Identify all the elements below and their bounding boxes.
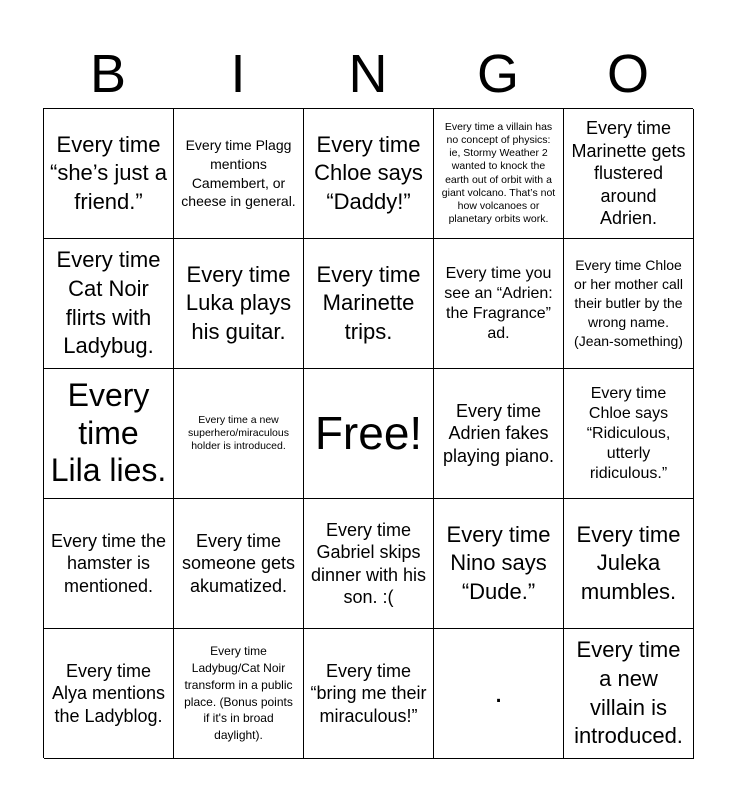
header-letter-b: B: [89, 44, 127, 104]
bingo-cell[interactable]: Every time Chloe or her mother call their butler by the wrong name. (Jean-something): [564, 239, 694, 369]
bingo-cell[interactable]: Every time Marinette trips.: [304, 239, 434, 369]
bingo-cell[interactable]: Every time a new villain is introduced.: [564, 629, 694, 759]
bingo-cell[interactable]: Every time Luka plays his guitar.: [174, 239, 304, 369]
bingo-cell[interactable]: Every time the hamster is mentioned.: [44, 499, 174, 629]
bingo-cell[interactable]: Every time Juleka mumbles.: [564, 499, 694, 629]
bingo-cell[interactable]: Every time Cat Noir flirts with Ladybug.: [44, 239, 174, 369]
bingo-header: [43, 40, 693, 108]
bingo-cell[interactable]: Every time “she’s just a friend.”: [44, 109, 174, 239]
bingo-cell[interactable]: Every time Ladybug/Cat Noir transform in a public place. (Bonus points if it's in broad daylight).: [174, 629, 304, 759]
bingo-cell[interactable]: Every time a new superhero/miraculous holder is introduced.: [174, 369, 304, 499]
bingo-cell[interactable]: Every time Lila lies.: [44, 369, 174, 499]
bingo-grid: [43, 108, 693, 758]
bingo-cell[interactable]: Every time Nino says “Dude.”: [434, 499, 564, 629]
bingo-cell[interactable]: Every time Plagg mentions Camembert, or cheese in general.: [174, 109, 304, 239]
bingo-cell[interactable]: Every time a villain has no concept of physics: ie, Stormy Weather 2 wanted to knock the earth out of orbit with a giant volcano. That’s not how volcanoes or planetary orbits work.: [434, 109, 564, 239]
bingo-cell[interactable]: Every time Chloe says “Daddy!”: [304, 109, 434, 239]
header-letter-o: O: [606, 44, 649, 104]
header-letter-n: N: [348, 44, 388, 104]
header-letter-g: G: [476, 44, 519, 104]
bingo-cell[interactable]: Every time you see an “Adrien: the Fragrance” ad.: [434, 239, 564, 369]
bingo-cell[interactable]: Every time someone gets akumatized.: [174, 499, 304, 629]
bingo-cell[interactable]: Every time Alya mentions the Ladyblog.: [44, 629, 174, 759]
bingo-cell[interactable]: Every time Adrien fakes playing piano.: [434, 369, 564, 499]
bingo-cell[interactable]: Every time Chloe says “Ridiculous, utterly ridiculous.”: [564, 369, 694, 499]
free-cell[interactable]: Free!: [304, 369, 434, 499]
bingo-cell[interactable]: Every time Marinette gets flustered around Adrien.: [564, 109, 694, 239]
bingo-cell[interactable]: .: [434, 629, 564, 759]
bingo-cell[interactable]: Every time Gabriel skips dinner with his son. :(: [304, 499, 434, 629]
bingo-cell[interactable]: Every time “bring me their miraculous!”: [304, 629, 434, 759]
header-letter-i: I: [230, 44, 246, 104]
